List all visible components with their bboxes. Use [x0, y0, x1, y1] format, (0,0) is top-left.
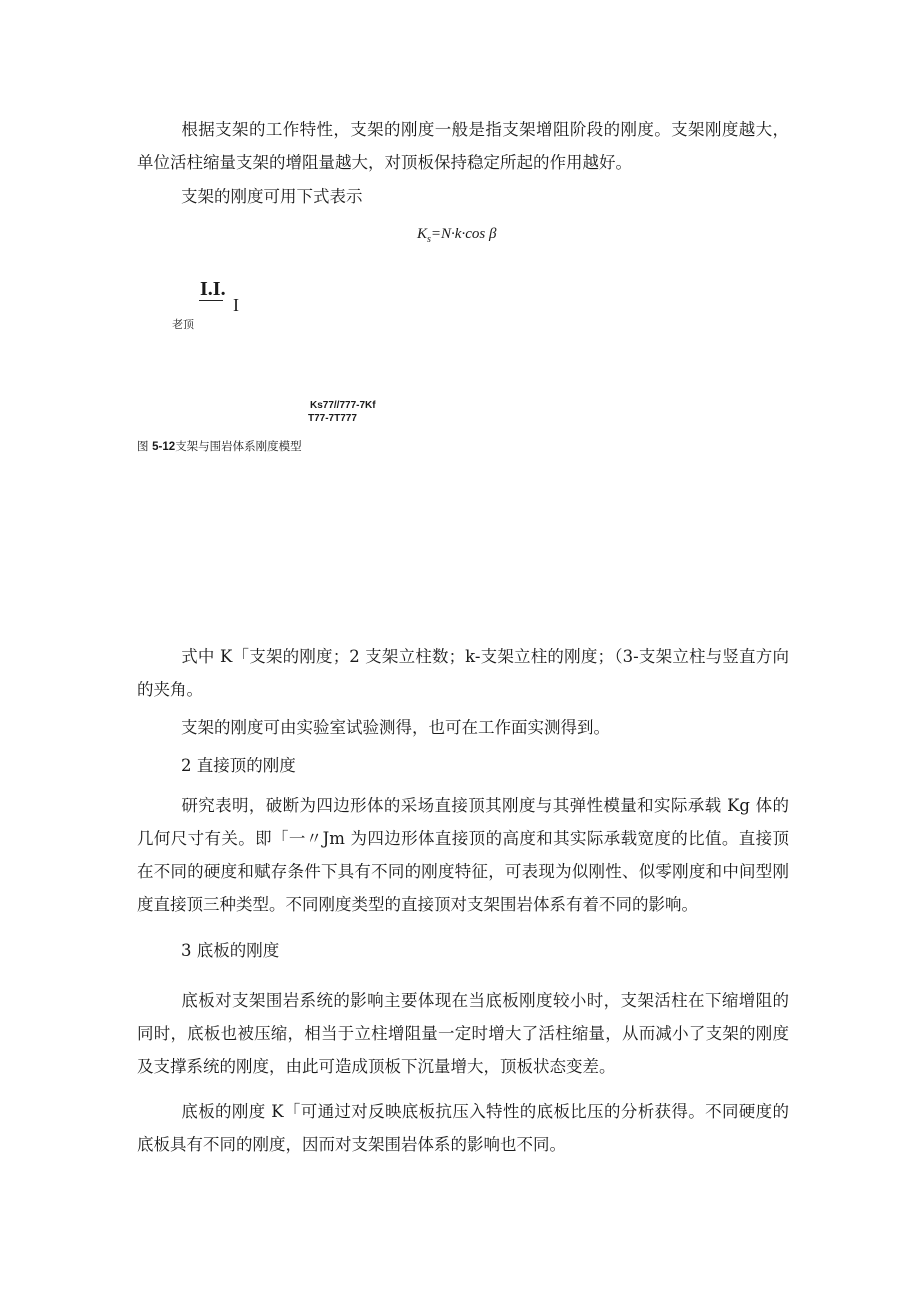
paragraph-support-stiffness-intro [137, 113, 789, 179]
heading-floor-stiffness: 3 底板的刚度 [181, 941, 280, 960]
paragraph-text: 根据支架的工作特性，支架的刚度一般是指支架增阻阶段的刚度。支架刚度越大，单位活柱缩量支架的增阻量越大，对顶板保持稳定所起的作用越好。 [137, 120, 789, 172]
paragraph-measurement: 支架的刚度可由实验室试验测得，也可在工作面实测得到。 [181, 718, 610, 737]
figure-roof-label: 老顶 [172, 318, 194, 331]
figure-mark-side: I [233, 295, 239, 315]
paragraph-immediate-roof [137, 789, 789, 921]
formula-lhs-subscript: s [427, 234, 431, 245]
figure-mark-top: I.I. [200, 278, 226, 300]
stiffness-formula [417, 226, 496, 245]
figure-mark-underline [199, 300, 223, 301]
paragraph-floor-stiffness-measure [137, 1095, 789, 1161]
paragraph-text: 底板对支架围岩系统的影响主要体现在当底板刚度较小时，支架活柱在下缩增阻的同时，底板也被压缩，相当于立柱增阻量一定时增大了活柱缩量，从而减小了支架的刚度及支撑系统的刚度，由此可造成顶板下沉量增大，顶板状态变差。 [137, 991, 789, 1076]
paragraph-formula-symbols [137, 640, 789, 706]
paragraph-text: 式中 K「支架的刚度；2 支架立柱数；k-支架立柱的刚度；（3-支架立柱与竖直方向的夹角。 [137, 647, 789, 699]
paragraph-text: 底板的刚度 K「可通过对反映底板抗压入特性的底板比压的分析获得。不同硬度的底板具有不同的刚度，因而对支架围岩体系的影响也不同。 [137, 1102, 789, 1154]
figure-caption [137, 438, 302, 454]
figure-code-line-1: Ks77//777-7Kf [310, 400, 376, 411]
caption-prefix: 图 [137, 439, 149, 453]
formula-rhs: =N·k·cos β [430, 226, 497, 242]
formula-lhs: K [417, 226, 428, 242]
paragraph-text: 研究表明，破断为四边形体的采场直接顶其刚度与其弹性模量和实际承载 Kg 体的几何尺寸有关。即「一〃Jm 为四边形体直接顶的高度和其实际承载宽度的比值。直接顶在不同的硬度和赋存条件下具有不同的刚度特征，可表现为似刚性、似零刚度和中间型刚度直接顶三种类型。不同刚度类型的直接顶对支架围岩体系有着不同的影响。 [137, 796, 789, 914]
caption-text: 支架与围岩体系刚度模型 [175, 439, 302, 453]
caption-number: 5-12 [152, 441, 176, 453]
paragraph-floor-influence [137, 984, 789, 1083]
figure-code-line-2: T77-7T777 [308, 413, 357, 424]
heading-immediate-roof: 2 直接顶的刚度 [181, 756, 296, 775]
paragraph-formula-intro: 支架的刚度可用下式表示 [181, 187, 363, 206]
